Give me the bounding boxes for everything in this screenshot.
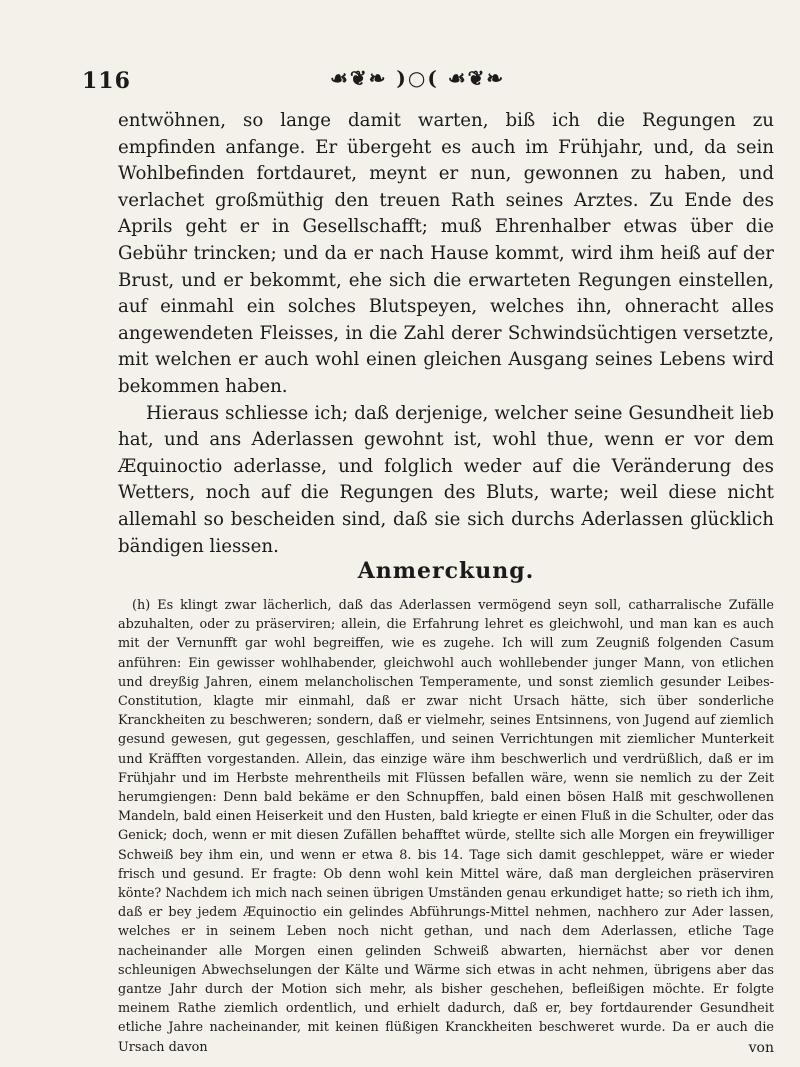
paragraph: entwöhnen, so lange damit warten, biß ich die Regungen zu empfinden anfange. Er übergeht es auch im Frühjahr, und, da sein Wohlbefinden fortdauret, meynt er nun, gewonnen zu haben, und verlachet großmüthig den treuen Rath seines Arztes. Zu Ende des Aprils geht er in Gesellschafft; muß Ehrenhalber etwas über die Gebühr trincken; und da er nach Hause kommt, wird ihm heiß auf der Brust, und er bekommt, ehe sich die erwarteten Regungen einstellen, auf einmahl ein solches Blutspeyen, welches ihn, ohneracht alles angewendeten Fleisses, in die Zahl derer Schwindsüchtigen versetzte, mit welchen er auch wohl einen gleichen Ausgang seines Lebens wird bekommen haben. xyxy=(118,110,774,397)
page-number: 116 xyxy=(82,68,131,94)
catchword: von xyxy=(748,1040,774,1056)
page-header xyxy=(82,64,782,98)
annotation-heading: Anmerckung. xyxy=(357,558,535,584)
annotation-text xyxy=(118,596,774,1057)
paragraph: Hieraus schliesse ich; daß derjenige, welcher seine Gesundheit lieb hat, und ans Aderlassen gewohnt ist, wohl thue, wenn er vor dem Æquinoctio aderlasse, und folglich weder auf die Veränderung des Wetters, noch auf die Regungen des Bluts, warte; weil diese nicht allemahl so bescheiden sind, daß sie sich durchs Aderlassen glücklich bändigen liessen. xyxy=(118,402,774,557)
header-ornament: ☙❦❧ )○( ☙❦❧ xyxy=(330,66,506,90)
annotation-paragraph: (h) Es klingt zwar lächerlich, daß das Aderlassen vermögend seyn soll, catharralische Zufälle abzuhalten, oder zu präserviren; allein, die Erfahrung lehret es gleichwohl, und man kan es auch mit der Vernunfft gar wohl begreiffen, wie es zugehe. Ich will zum Zeugniß folgenden Casum anführen: Ein gewisser wohlhabender, gleichwohl auch wohllebender junger Mann, von etlichen und dreyßig Jahren, einem melancholischen Temperamente, und sonst ziemlich gesunder Leibes-Constitution, klagte mir einmahl, daß er zwar nicht Ursach hätte, sich über sonderliche Kranckheiten zu beschweren; sondern, daß er vielmehr, seines Entsinnens, von Jugend auf ziemlich gesund gewesen, gut gegessen, geschlaffen, und seinen Verrichtungen mit ziemlicher Munterkeit und Kräfften vorgestanden. Allein, das einzige wäre ihm beschwerlich und verdrüßlich, daß er im Frühjahr und im Herbste mehrentheils mit Flüssen befallen wäre, wenn sie nemlich zu der Zeit herumgiengen: Denn bald bekäme er den Schnupffen, bald einen bösen Halß mit geschwollenen Mandeln, bald einen Heiserkeit und den Husten, bald kriegte er einen Fluß in die Schulter, oder das Genick; doch, wenn er mit diesen Zufällen behafftet würde, stellte sich alle Morgen ein freywilliger Schweiß bey ihm ein, und wenn er etwa 8. bis 14. Tage sich damit geschleppet, wäre er wieder frisch und gesund. Er fragte: Ob denn wohl kein Mittel wäre, daß man dergleichen präserviren könte? Nachdem ich mich nach seinen übrigen Umständen genau erkundiget hatte; so rieth ich ihm, daß er bey jedem Æquinoctio ein gelindes Abführungs-Mittel nehmen, nachhero zur Ader lassen, welches er in seinem Leben noch nicht gethan, und nach dem Aderlassen, etliche Tage nacheinander alle Morgen einen gelinden Schweiß abwarten, hiernächst aber vor denen schleunigen Abwechselungen der Kälte und Wärme sich etwas in acht nehmen, übrigens aber das gantze Jahr durch der Motion sich mehr, als bisher geschehen, befleißigen möchte. Er folgte meinem Rathe ziemlich ordentlich, und erhielt dadurch, daß er, bey fortdaurender Gesundheit etliche Jahre nacheinander, mit keinen flüßigen Kranckheiten beschweret wurde. Da er auch die Ursach davon xyxy=(118,598,774,1055)
main-text xyxy=(118,108,774,560)
